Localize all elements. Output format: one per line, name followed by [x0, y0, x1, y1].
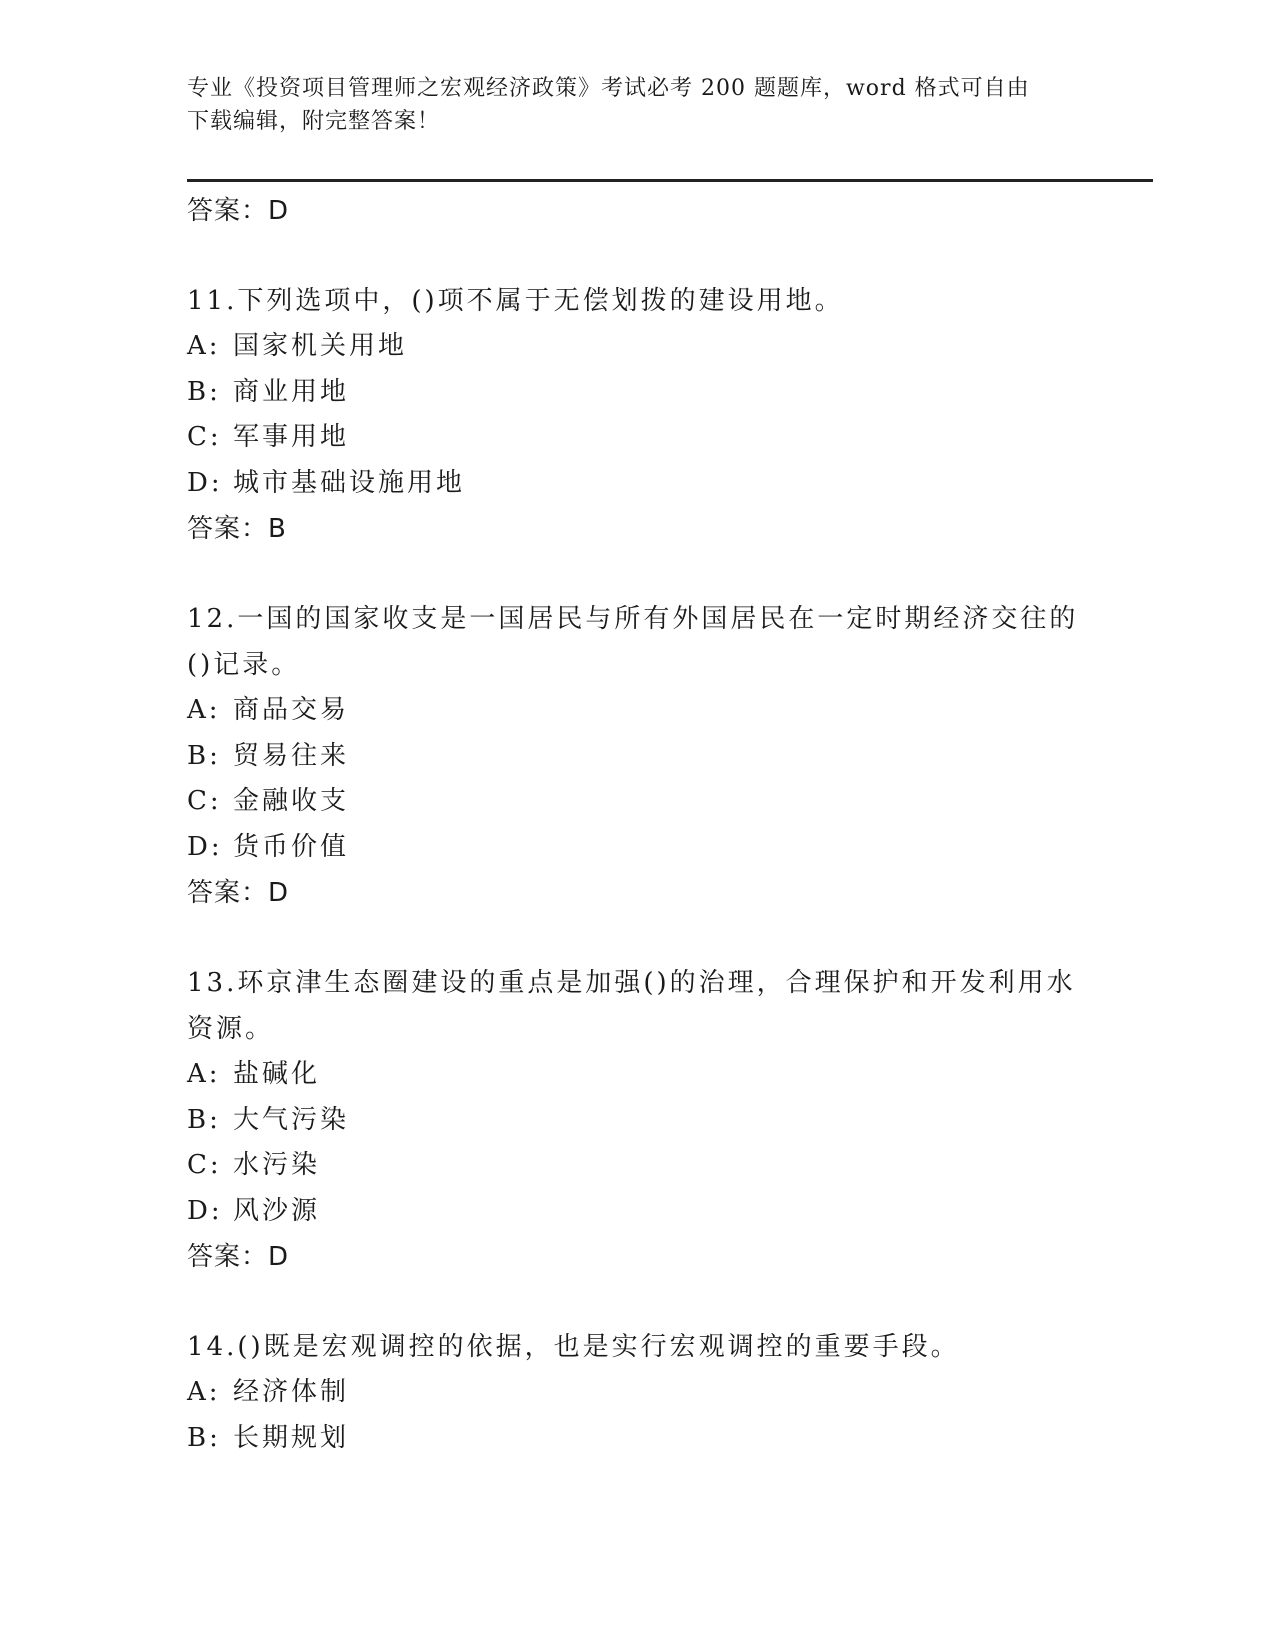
- option-text: 城市基础设施用地: [233, 467, 466, 498]
- question-14: [187, 1324, 1087, 1461]
- option-letter: B:: [187, 1104, 221, 1135]
- option-letter: C:: [187, 1150, 222, 1180]
- option-letter: B:: [187, 1422, 221, 1453]
- option-b: [187, 370, 1087, 416]
- option-c: [187, 415, 1087, 461]
- option-text: 长期规划: [233, 1422, 350, 1453]
- previous-answer: 答案：D: [187, 196, 290, 226]
- option-text: 大气污染: [233, 1104, 350, 1135]
- option-d: [187, 825, 1087, 871]
- answer: 答案：B: [187, 514, 287, 544]
- header-title-line-2: 下载编辑，附完整答案！: [187, 109, 441, 134]
- option-text: 贸易往来: [233, 740, 350, 771]
- answer: 答案：D: [187, 878, 290, 908]
- question-13: [187, 960, 1087, 1280]
- document-body: [187, 188, 1087, 1461]
- option-text: 商业用地: [233, 376, 350, 407]
- option-letter: A:: [187, 331, 221, 361]
- option-a: [187, 1052, 1087, 1098]
- option-letter: C:: [187, 786, 222, 816]
- answer: 答案：D: [187, 1242, 290, 1272]
- option-text: 商品交易: [233, 695, 350, 725]
- option-text: 盐碱化: [233, 1059, 321, 1089]
- option-letter: A:: [187, 1377, 221, 1407]
- option-text: 水污染: [233, 1150, 321, 1180]
- question-stem: 11.下列选项中，()项不属于无偿划拨的建设用地。: [187, 286, 844, 316]
- option-letter: A:: [187, 1059, 221, 1089]
- option-text: 国家机关用地: [233, 331, 408, 361]
- option-a: [187, 1370, 1087, 1416]
- page-header: [187, 72, 1067, 138]
- header-title-line-1: 专业《投资项目管理师之宏观经济政策》考试必考 200 题题库，word 格式可自由: [187, 76, 1030, 101]
- question-stem-line-1: 12.一国的国家收支是一国居民与所有外国居民在一定时期经济交往的: [187, 604, 1079, 634]
- question-stem-line-2: 资源。: [187, 1014, 275, 1044]
- header-divider: [187, 179, 1153, 182]
- option-b: [187, 1098, 1087, 1144]
- option-letter: B:: [187, 376, 221, 407]
- option-text: 金融收支: [233, 786, 350, 816]
- option-c: [187, 779, 1087, 825]
- option-a: [187, 324, 1087, 370]
- option-letter: C:: [187, 422, 222, 452]
- option-b: [187, 734, 1087, 780]
- option-text: 经济体制: [233, 1377, 350, 1407]
- option-letter: B:: [187, 740, 221, 771]
- question-stem-line-2: ()记录。: [187, 650, 301, 680]
- option-d: [187, 461, 1087, 507]
- question-12: [187, 596, 1087, 916]
- option-d: [187, 1189, 1087, 1235]
- option-letter: D:: [187, 1195, 223, 1226]
- option-c: [187, 1143, 1087, 1189]
- option-text: 风沙源: [233, 1195, 321, 1226]
- option-letter: A:: [187, 695, 221, 725]
- question-11: [187, 278, 1087, 552]
- question-stem: 14.()既是宏观调控的依据，也是实行宏观调控的重要手段。: [187, 1332, 960, 1362]
- option-text: 军事用地: [233, 422, 350, 452]
- option-letter: D:: [187, 831, 223, 862]
- option-letter: D:: [187, 467, 223, 498]
- option-b: [187, 1416, 1087, 1462]
- option-text: 货币价值: [233, 831, 350, 862]
- option-a: [187, 688, 1087, 734]
- question-stem-line-1: 13.环京津生态圈建设的重点是加强()的治理，合理保护和开发利用水: [187, 968, 1076, 998]
